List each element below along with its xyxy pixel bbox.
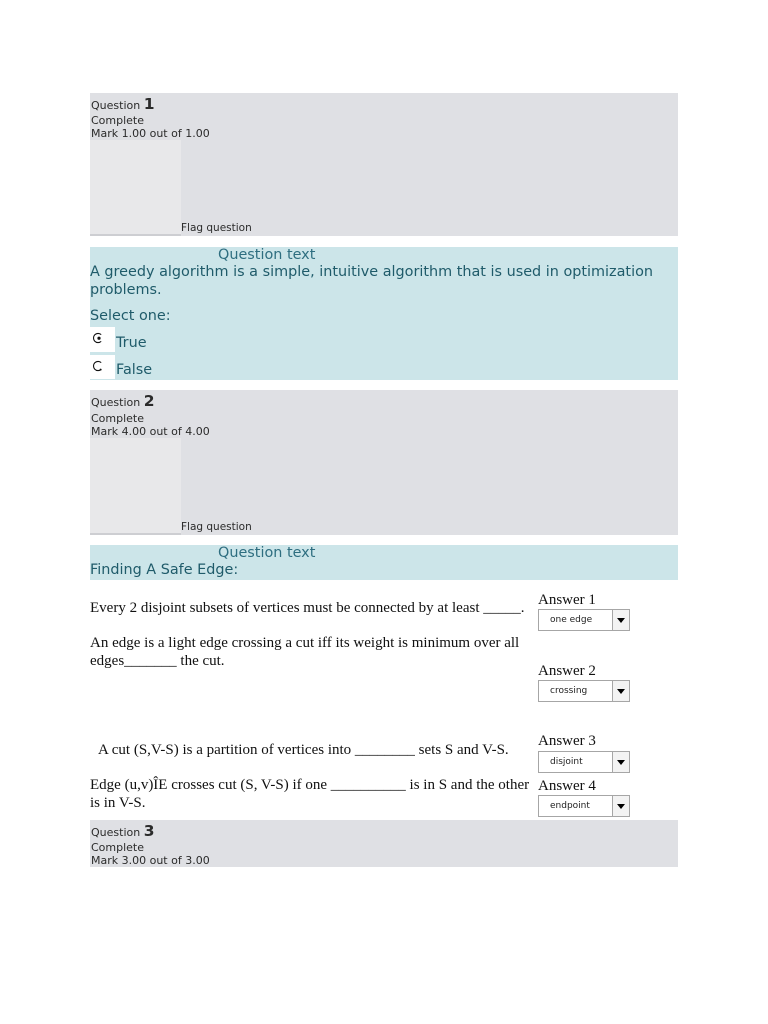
dropdown-button[interactable] (612, 681, 629, 701)
question-grade: Mark 4.00 out of 4.00 (91, 425, 210, 438)
answer-1-select[interactable] (538, 609, 630, 631)
chevron-down-icon (617, 618, 625, 623)
option-label-false[interactable]: False (116, 362, 153, 378)
question-grade: Mark 3.00 out of 3.00 (91, 854, 210, 867)
question-2-content (90, 545, 678, 580)
flag-icon[interactable] (90, 438, 181, 535)
question-number-value: 2 (143, 392, 155, 410)
answer-3-value: disjoint (550, 757, 583, 767)
radio-icon (91, 331, 105, 345)
radio-button-true[interactable] (90, 327, 115, 352)
answer-1-value: one edge (550, 615, 593, 625)
answer-3-select[interactable] (538, 751, 630, 773)
match-stem-3: A cut (S,V-S) is a partition of vertices into ________ sets S and V-S. (98, 742, 509, 758)
question-number (91, 393, 155, 411)
question-1-info (90, 93, 678, 236)
match-stem-2: An edge is a light edge crossing a cut iff its weight is minimum over all edges_______ the cut. (90, 635, 520, 669)
question-state: Complete (91, 412, 145, 425)
answer-2-select[interactable] (538, 680, 630, 702)
answer-3-label: Answer 3 (538, 733, 596, 749)
match-stem-4: Edge (u,v)ÎE crosses cut (S, V-S) if one __________ is in S and the other is in V-S. (90, 777, 530, 811)
chevron-down-icon (617, 804, 625, 809)
flag-question-link[interactable]: Flag question (181, 222, 252, 234)
dropdown-button[interactable] (612, 610, 629, 630)
radio-selected-dot (97, 337, 100, 340)
dropdown-button[interactable] (612, 796, 629, 816)
answer-2-label: Answer 2 (538, 663, 596, 679)
question-grade: Mark 1.00 out of 1.00 (91, 127, 210, 140)
chevron-down-icon (617, 760, 625, 765)
match-stem-1: Every 2 disjoint subsets of vertices must be connected by at least _____. (90, 600, 525, 616)
flag-question-link[interactable]: Flag question (181, 521, 252, 533)
question-text-heading: Question text (218, 247, 316, 263)
question-label: Question (91, 396, 141, 409)
answer-4-label: Answer 4 (538, 778, 596, 794)
question-3-info (90, 820, 678, 867)
radio-dot (100, 369, 102, 371)
question-label: Question (91, 99, 141, 112)
option-label-true[interactable]: True (116, 335, 147, 351)
select-one-prompt: Select one: (90, 308, 171, 324)
question-label: Question (91, 826, 141, 839)
answer-4-select[interactable] (538, 795, 630, 817)
question-1-content (90, 247, 678, 380)
flag-icon[interactable] (90, 140, 181, 236)
question-text-heading: Question text (218, 545, 316, 561)
answer-4-value: endpoint (550, 801, 590, 811)
chevron-down-icon (617, 689, 625, 694)
question-number-value: 3 (143, 822, 155, 840)
answer-2-value: crossing (550, 686, 588, 696)
question-number (91, 823, 155, 841)
question-text: A greedy algorithm is a simple, intuitive algorithm that is used in optimization problems. (90, 264, 653, 298)
answer-1-label: Answer 1 (538, 592, 596, 608)
radio-button-false[interactable] (90, 355, 115, 379)
question-state: Complete (91, 841, 145, 854)
question-number-value: 1 (143, 95, 155, 113)
question-2-info (90, 390, 678, 535)
question-state: Complete (91, 114, 145, 127)
question-number (91, 96, 155, 114)
dropdown-button[interactable] (612, 752, 629, 772)
radio-icon (91, 359, 105, 373)
question-text: Finding A Safe Edge: (90, 562, 239, 578)
